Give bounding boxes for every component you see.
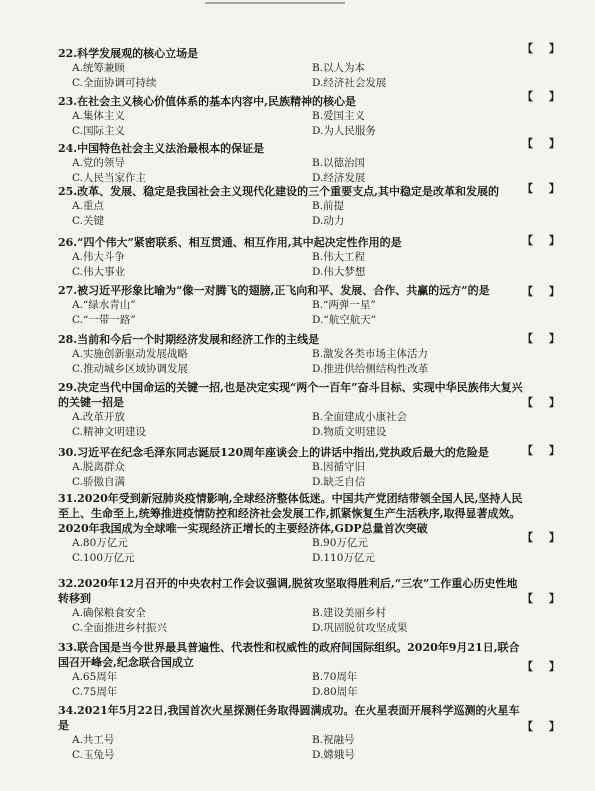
question-stem: 25.改革、发展、稳定是我国社会主义现代化建设的三个重要支点,其中稳定是改革和发展的 (58, 185, 499, 198)
question-stem: 27.被习近平形象比喻为“像一对腾飞的翅膀,正飞向和平、发展、合作、共赢的远方”的是 (58, 284, 490, 297)
options (58, 347, 528, 377)
option-c: C.100万亿元 (72, 552, 135, 564)
option-d: D.嫦娥号 (312, 749, 355, 761)
answer-bracket-29: 【 】 (522, 396, 566, 409)
option-c: C.全面推进乡村振兴 (72, 622, 167, 634)
options (58, 61, 528, 91)
options (58, 199, 528, 229)
answer-bracket-22: 【 】 (522, 42, 566, 55)
option-b: B.以人为本 (312, 62, 366, 74)
option-d: D.经济发展 (312, 172, 366, 184)
question-23 (58, 94, 528, 139)
option-b: B.祝融号 (312, 734, 355, 746)
option-d: D.物质文明建设 (312, 426, 387, 438)
option-b: B.因循守旧 (312, 461, 366, 473)
top-rule (205, 2, 345, 4)
option-b: B.全面建成小康社会 (312, 411, 408, 423)
option-a: A.重点 (72, 200, 104, 212)
question-29 (58, 380, 528, 440)
option-a: A.“绿水青山” (72, 299, 136, 311)
option-b: B.爱国主义 (312, 110, 366, 122)
option-c: C.玉兔号 (72, 749, 115, 761)
option-a: A.伟大斗争 (72, 251, 125, 263)
question-stem: 28.当前和今后一个时期经济发展和经济工作的主线是 (58, 333, 320, 346)
option-d: D.伟大梦想 (312, 266, 366, 278)
option-d: D.80周年 (312, 686, 358, 698)
question-stem: 22.科学发展观的核心立场是 (58, 47, 199, 60)
question-28 (58, 332, 528, 377)
options (58, 250, 528, 280)
question-stem: 30.习近平在纪念毛泽东同志诞辰120周年座谈会上的讲话中指出,党执政后最大的危险是 (58, 446, 489, 459)
answer-bracket-30: 【 】 (522, 444, 566, 457)
option-c: C.推动城乡区域协调发展 (72, 363, 188, 375)
options (58, 460, 528, 490)
question-stem: 29.决定当代中国命运的关键一招,也是决定实现“两个一百年”奋斗目标、实现中华民族伟大复兴的关键一招是 (58, 381, 523, 409)
question-26 (58, 235, 528, 280)
answer-bracket-34: 【 】 (522, 720, 566, 733)
options (58, 670, 528, 700)
option-a: A.统筹兼顾 (72, 62, 125, 74)
option-a: A.实施创新驱动发展战略 (72, 348, 188, 360)
option-c: C.精神文明建设 (72, 426, 146, 438)
option-d: D.动力 (312, 215, 345, 227)
question-stem: 34.2021年5月22日,我国首次火星探测任务取得圆满成功。在火星表面开展科学巡测的火星车是 (58, 704, 520, 732)
options (58, 109, 528, 139)
options (58, 156, 528, 186)
answer-bracket-31: 【 】 (522, 531, 566, 544)
question-30 (58, 445, 528, 490)
option-b: B.“两弹一星” (312, 299, 376, 311)
question-stem: 32.2020年12月召开的中央农村工作会议强调,脱贫攻坚取得胜利后,“三农”工作重心历史性地转移到 (58, 577, 518, 605)
question-stem: 23.在社会主义核心价值体系的基本内容中,民族精神的核心是 (58, 95, 356, 108)
answer-bracket-27: 【 】 (522, 285, 566, 298)
answer-bracket-24: 【 】 (522, 137, 566, 150)
option-b: B.90万亿元 (312, 537, 368, 549)
option-a: A.改革开放 (72, 411, 125, 423)
question-33 (58, 640, 528, 700)
option-b: B.70周年 (312, 671, 358, 683)
option-b: B.建设美丽乡村 (312, 607, 387, 619)
question-31 (58, 491, 528, 566)
option-d: D.推进供给侧结构性改革 (312, 363, 429, 375)
option-a: A.党的领导 (72, 157, 125, 169)
question-25 (58, 184, 528, 229)
option-a: A.80万亿元 (72, 537, 128, 549)
option-c: C.伟大事业 (72, 266, 125, 278)
option-c: C.国际主义 (72, 125, 125, 137)
option-d: D.缺乏自信 (312, 476, 366, 488)
option-d: D.“航空航天” (312, 314, 377, 326)
options (58, 733, 528, 763)
option-a: A.确保粮食安全 (72, 607, 146, 619)
option-c: C.骄傲自满 (72, 476, 125, 488)
option-a: A.共工号 (72, 734, 115, 746)
question-stem: 31.2020年受到新冠肺炎疫情影响,全球经济整体低迷。中国共产党团结带领全国人民,坚持人民至上、生命至上,统筹推进疫情防控和经济社会发展工作,抓紧恢复生产生活秩序,取得显著成效。2020年我国成为全球唯一实现经济正增长的主要经济体,GDP总量首次突破 (58, 492, 523, 535)
option-a: A.65周年 (72, 671, 118, 683)
options (58, 410, 528, 440)
option-a: A.集体主义 (72, 110, 125, 122)
option-a: A.脱离群众 (72, 461, 125, 473)
answer-bracket-28: 【 】 (522, 332, 566, 345)
question-34 (58, 703, 528, 763)
option-c: C.“一带一路” (72, 314, 136, 326)
question-22 (58, 46, 528, 91)
question-stem: 26.“四个伟大”紧密联系、相互贯通、相互作用,其中起决定性作用的是 (58, 236, 402, 249)
question-32 (58, 576, 528, 636)
options (58, 536, 528, 566)
option-c: C.75周年 (72, 686, 118, 698)
option-d: D.经济社会发展 (312, 77, 387, 89)
option-c: C.人民当家作主 (72, 172, 146, 184)
option-b: B.前提 (312, 200, 345, 212)
question-24 (58, 141, 528, 186)
question-stem: 33.联合国是当今世界最具普遍性、代表性和权威性的政府间国际组织。2020年9月21日,联合国召开峰会,纪念联合国成立 (58, 641, 520, 669)
option-b: B.伟大工程 (312, 251, 366, 263)
answer-bracket-33: 【 】 (522, 660, 566, 673)
option-c: C.全面协调可持续 (72, 77, 157, 89)
answer-bracket-32: 【 】 (522, 592, 566, 605)
option-b: B.以德治国 (312, 157, 366, 169)
option-c: C.关键 (72, 215, 104, 227)
answer-bracket-23: 【 】 (522, 90, 566, 103)
option-b: B.激发各类市场主体活力 (312, 348, 429, 360)
option-d: D.巩固脱贫攻坚成果 (312, 622, 408, 634)
answer-bracket-26: 【 】 (522, 234, 566, 247)
question-27 (58, 283, 528, 328)
answer-bracket-25: 【 】 (522, 182, 566, 195)
question-stem: 24.中国特色社会主义法治最根本的保证是 (58, 142, 265, 155)
option-d: D.110万亿元 (312, 552, 375, 564)
options (58, 606, 528, 636)
options (58, 298, 528, 328)
option-d: D.为人民服务 (312, 125, 376, 137)
